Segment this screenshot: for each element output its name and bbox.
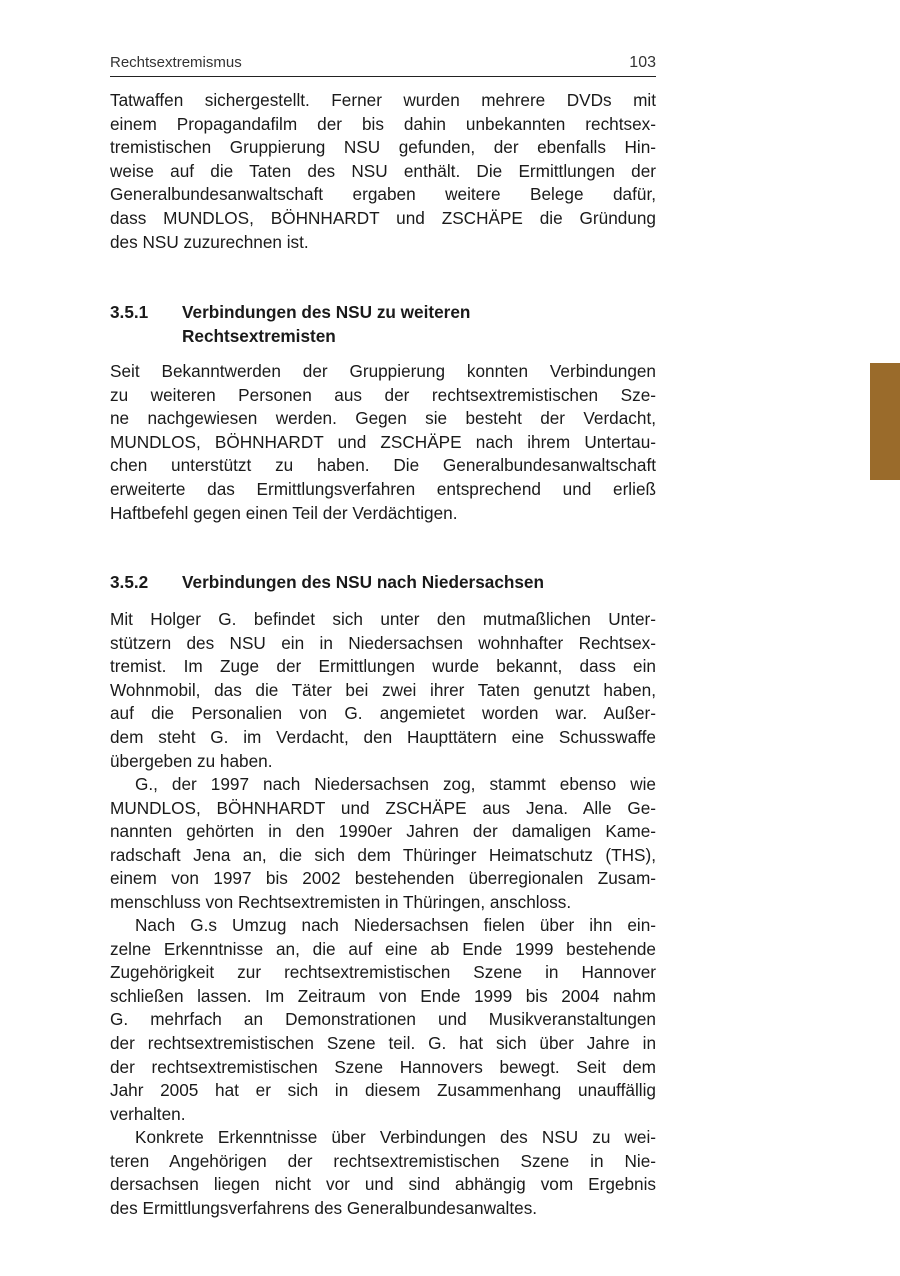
text-line: weise auf die Taten des NSU enthält. Die Ermittlungen der (110, 160, 656, 181)
text-line: radschaft Jena an, die sich dem Thüringer Heimatschutz (THS), (110, 844, 656, 865)
page-number: 103 (629, 54, 656, 71)
text-line: tremist. Im Zuge der Ermittlungen wurde bekannt, dass ein (110, 656, 656, 677)
paragraph (110, 914, 656, 1126)
text-line: Jahr 2005 hat er sich in diesem Zusammenhang unauffällig (110, 1080, 656, 1101)
text-line: einem von 1997 bis 2002 bestehenden überregionalen Zusam- (110, 868, 656, 889)
text-line: Wohnmobil, das die Täter bei zwei ihrer Taten genutzt haben, (110, 679, 656, 700)
text-line: stützern des NSU ein in Niedersachsen wohnhafter Rechtsex- (110, 632, 656, 653)
text-line: Konkrete Erkenntnisse über Verbindungen des NSU zu wei- (135, 1127, 656, 1147)
text-line: dersachsen liegen nicht vor und sind abhängig vom Ergebnis (110, 1174, 656, 1195)
text-line: nannten gehörten in den 1990er Jahren der damaligen Kame- (110, 821, 656, 842)
text-line: Generalbundesanwaltschaft ergaben weitere Belege dafür, (110, 184, 656, 205)
text-line: übergeben zu haben. (110, 750, 273, 771)
text-line: zelne Erkenntnisse an, die auf eine ab Ende 1999 bestehende (110, 938, 656, 959)
text-line: des Ermittlungsverfahrens des Generalbundesanwaltes. (110, 1197, 538, 1218)
text-line: Mit Holger G. befindet sich unter den mutmaßlichen Unter- (110, 609, 656, 629)
section-title-line: Verbindungen des NSU zu weiteren (182, 302, 471, 322)
chapter-thumb-tab (870, 363, 900, 480)
text-line: erweiterte das Ermittlungsverfahren entsprechend und erließ (110, 478, 656, 499)
running-header (110, 52, 656, 77)
text-line: MUNDLOS, BÖHNHARDT und ZSCHÄPE aus Jena. Alle Ge- (110, 797, 656, 818)
text-line: ne nachgewiesen werden. Gegen sie besteht der Verdacht, (110, 408, 656, 429)
section-number: 3.5.2 (110, 572, 149, 592)
text-line: der rechtsextremistischen Szene Hannovers bewegt. Seit dem (110, 1056, 656, 1077)
text-line: tremistischen Gruppierung NSU gefunden, der ebenfalls Hin- (110, 137, 656, 158)
text-line: Zugehörigkeit zur rechtsextremistischen Szene in Hannover (110, 962, 656, 983)
text-line: MUNDLOS, BÖHNHARDT und ZSCHÄPE nach ihrem Untertau- (110, 431, 656, 452)
text-line: Nach G.s Umzug nach Niedersachsen fielen über ihn ein- (135, 915, 656, 935)
section-title-line: Rechtsextremisten (182, 325, 336, 346)
text-line: des NSU zuzurechnen ist. (110, 231, 309, 252)
text-line: schließen lassen. Im Zeitraum von Ende 1999 bis 2004 nahm (110, 985, 656, 1006)
text-line: Haftbefehl gegen einen Teil der Verdächtigen. (110, 502, 458, 523)
text-line: einem Propagandafilm der bis dahin unbekannten rechtsex- (110, 113, 656, 134)
text-line: zu weiteren Personen aus der rechtsextremistischen Sze- (110, 384, 656, 405)
text-line: G. mehrfach an Demonstrationen und Musikveranstaltungen (110, 1009, 656, 1030)
text-line: Tatwaffen sichergestellt. Ferner wurden mehrere DVDs mit (110, 90, 656, 110)
text-line: verhalten. (110, 1103, 186, 1124)
running-title: Rechtsextremismus (110, 54, 242, 71)
text-line: Seit Bekanntwerden der Gruppierung konnten Verbindungen (110, 361, 656, 381)
text-line: der rechtsextremistischen Szene teil. G. hat sich über Jahre in (110, 1032, 656, 1053)
paragraph (110, 360, 656, 525)
text-line: dass MUNDLOS, BÖHNHARDT und ZSCHÄPE die Gründung (110, 207, 656, 228)
text-line: dem steht G. im Verdacht, den Haupttätern eine Schusswaffe (110, 726, 656, 747)
paragraph (110, 608, 656, 773)
text-line: menschluss von Rechtsextremisten in Thüringen, anschloss. (110, 891, 572, 912)
paragraph (110, 773, 656, 915)
text-line: teren Angehörigen der rechtsextremistischen Szene in Nie- (110, 1150, 656, 1171)
paragraph (110, 89, 656, 254)
section-title: Verbindungen des NSU nach Niedersachsen (182, 572, 544, 592)
paragraph (110, 1126, 656, 1220)
section-number: 3.5.1 (110, 302, 149, 322)
text-line: auf die Personalien von G. angemietet worden war. Außer- (110, 703, 656, 724)
text-line: chen unterstützt zu haben. Die Generalbundesanwaltschaft (110, 455, 656, 476)
text-line: G., der 1997 nach Niedersachsen zog, stammt ebenso wie (135, 774, 656, 794)
